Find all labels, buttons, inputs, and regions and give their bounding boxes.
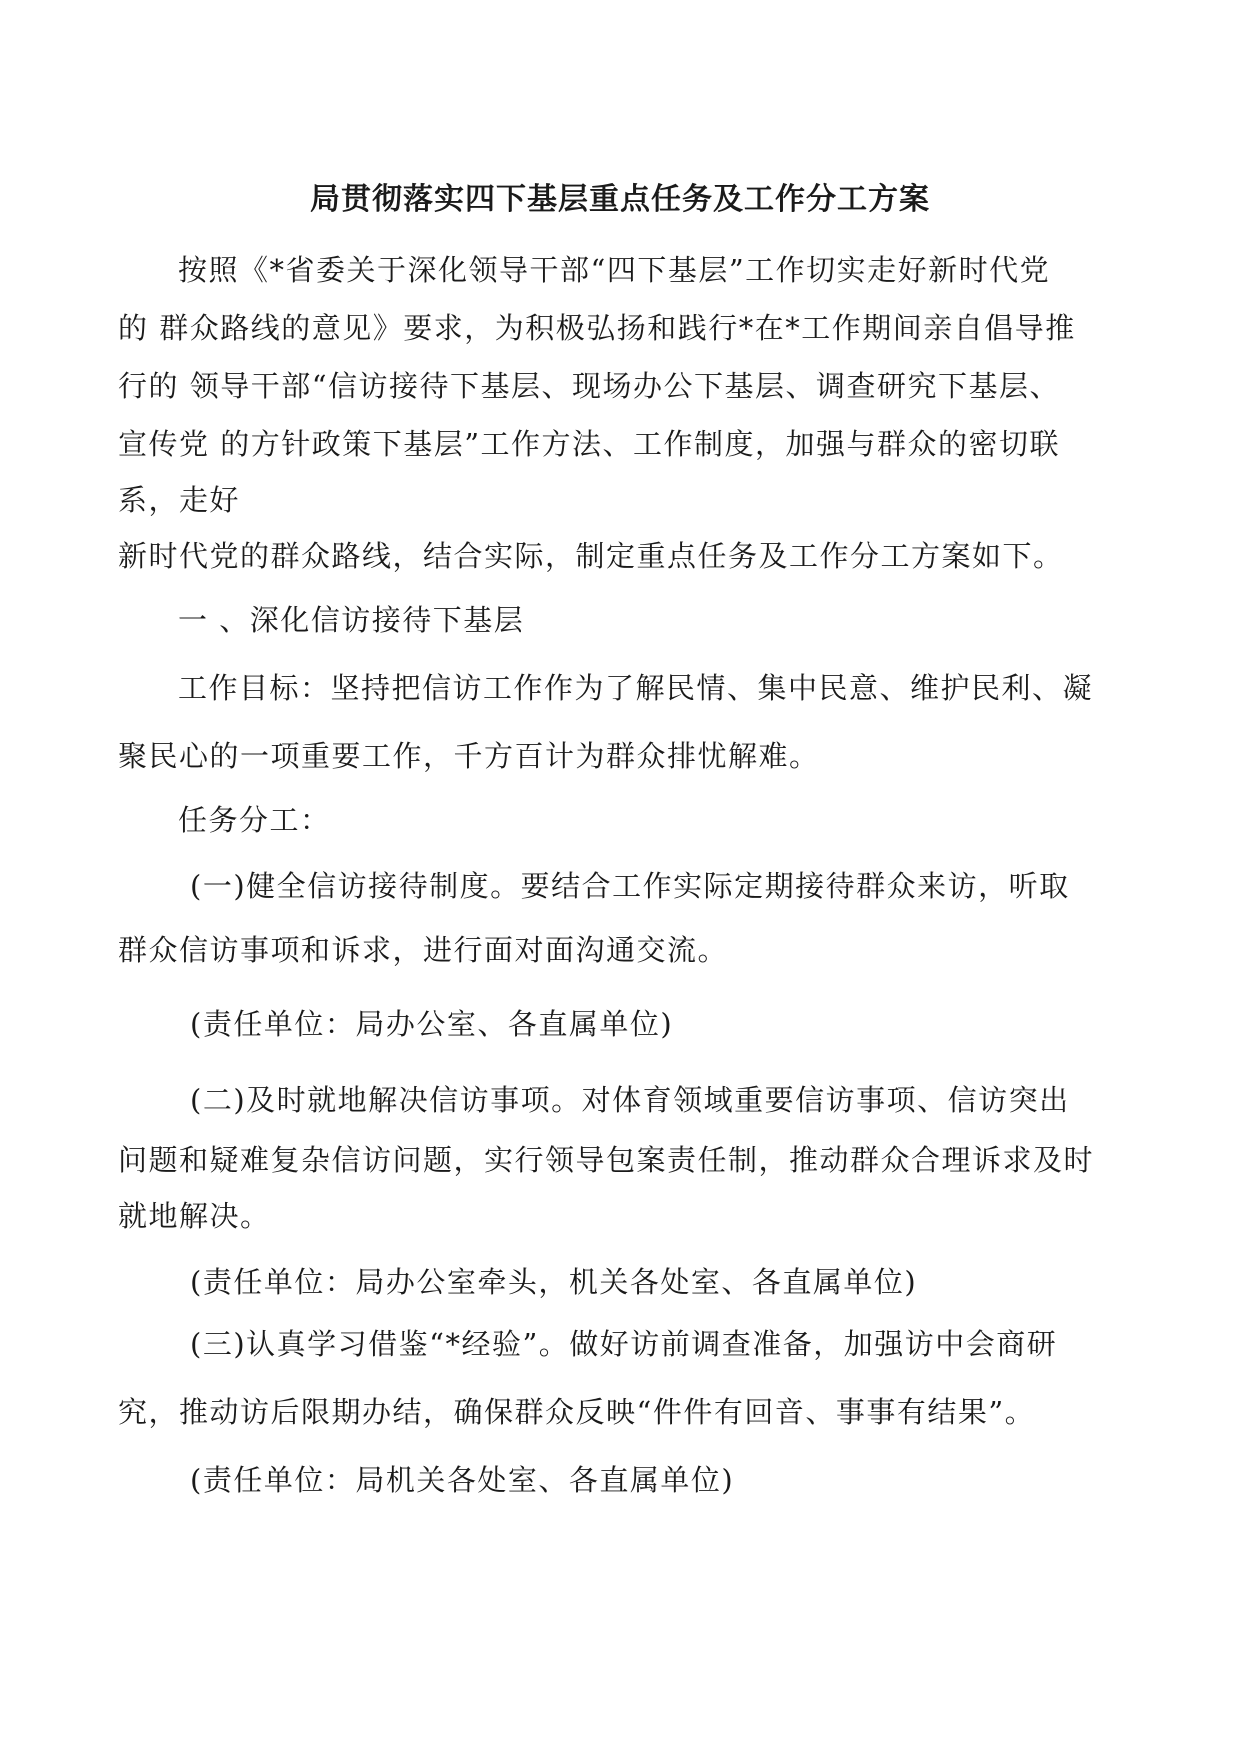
item-line: (二)及时就地解决信访事项。对体育领域重要信访事项、信访突出 [190, 1083, 1070, 1117]
intro-line: 宣传党 的方针政策下基层”工作方法、工作制度，加强与群众的密切联 [118, 427, 1061, 461]
task-heading: 任务分工： [178, 803, 331, 837]
responsibility-line: (责任单位：局机关各处室、各直属单位) [190, 1463, 735, 1497]
item-line: 就地解决。 [118, 1199, 271, 1233]
intro-line: 新时代党的群众路线，结合实际，制定重点任务及工作分工方案如下。 [118, 539, 1064, 573]
intro-line: 按照《*省委关于深化领导干部“四下基层”工作切实走好新时代党 [178, 253, 1051, 287]
goal-line: 聚民心的一项重要工作，千方百计为群众排忧解难。 [118, 739, 820, 773]
item-line: 究，推动访后限期办结，确保群众反映“件件有回音、事事有结果”。 [118, 1395, 1036, 1429]
item-line: (三)认真学习借鉴“*经验”。做好访前调查准备，加强访中会商研 [190, 1327, 1058, 1361]
responsibility-line: (责任单位：局办公室、各直属单位) [190, 1007, 674, 1041]
item-line: (一)健全信访接待制度。要结合工作实际定期接待群众来访，听取 [190, 869, 1070, 903]
item-line: 问题和疑难复杂信访问题，实行领导包案责任制，推动群众合理诉求及时 [118, 1143, 1095, 1177]
responsibility-line: (责任单位：局办公室牵头，机关各处室、各直属单位) [190, 1265, 918, 1299]
goal-line: 工作目标：坚持把信访工作作为了解民情、集中民意、维护民利、凝 [178, 671, 1094, 705]
intro-line: 的 群众路线的意见》要求，为积极弘扬和践行*在*工作期间亲自倡导推 [118, 311, 1076, 345]
intro-line: 系，走好 [118, 483, 241, 517]
item-line: 群众信访事项和诉求，进行面对面沟通交流。 [118, 933, 729, 967]
section-heading: 一 、深化信访接待下基层 [178, 603, 525, 637]
intro-line: 行的 领导干部“信访接待下基层、现场办公下基层、调查研究下基层、 [118, 369, 1061, 403]
document-title: 局贯彻落实四下基层重点任务及工作分工方案 [310, 182, 930, 217]
